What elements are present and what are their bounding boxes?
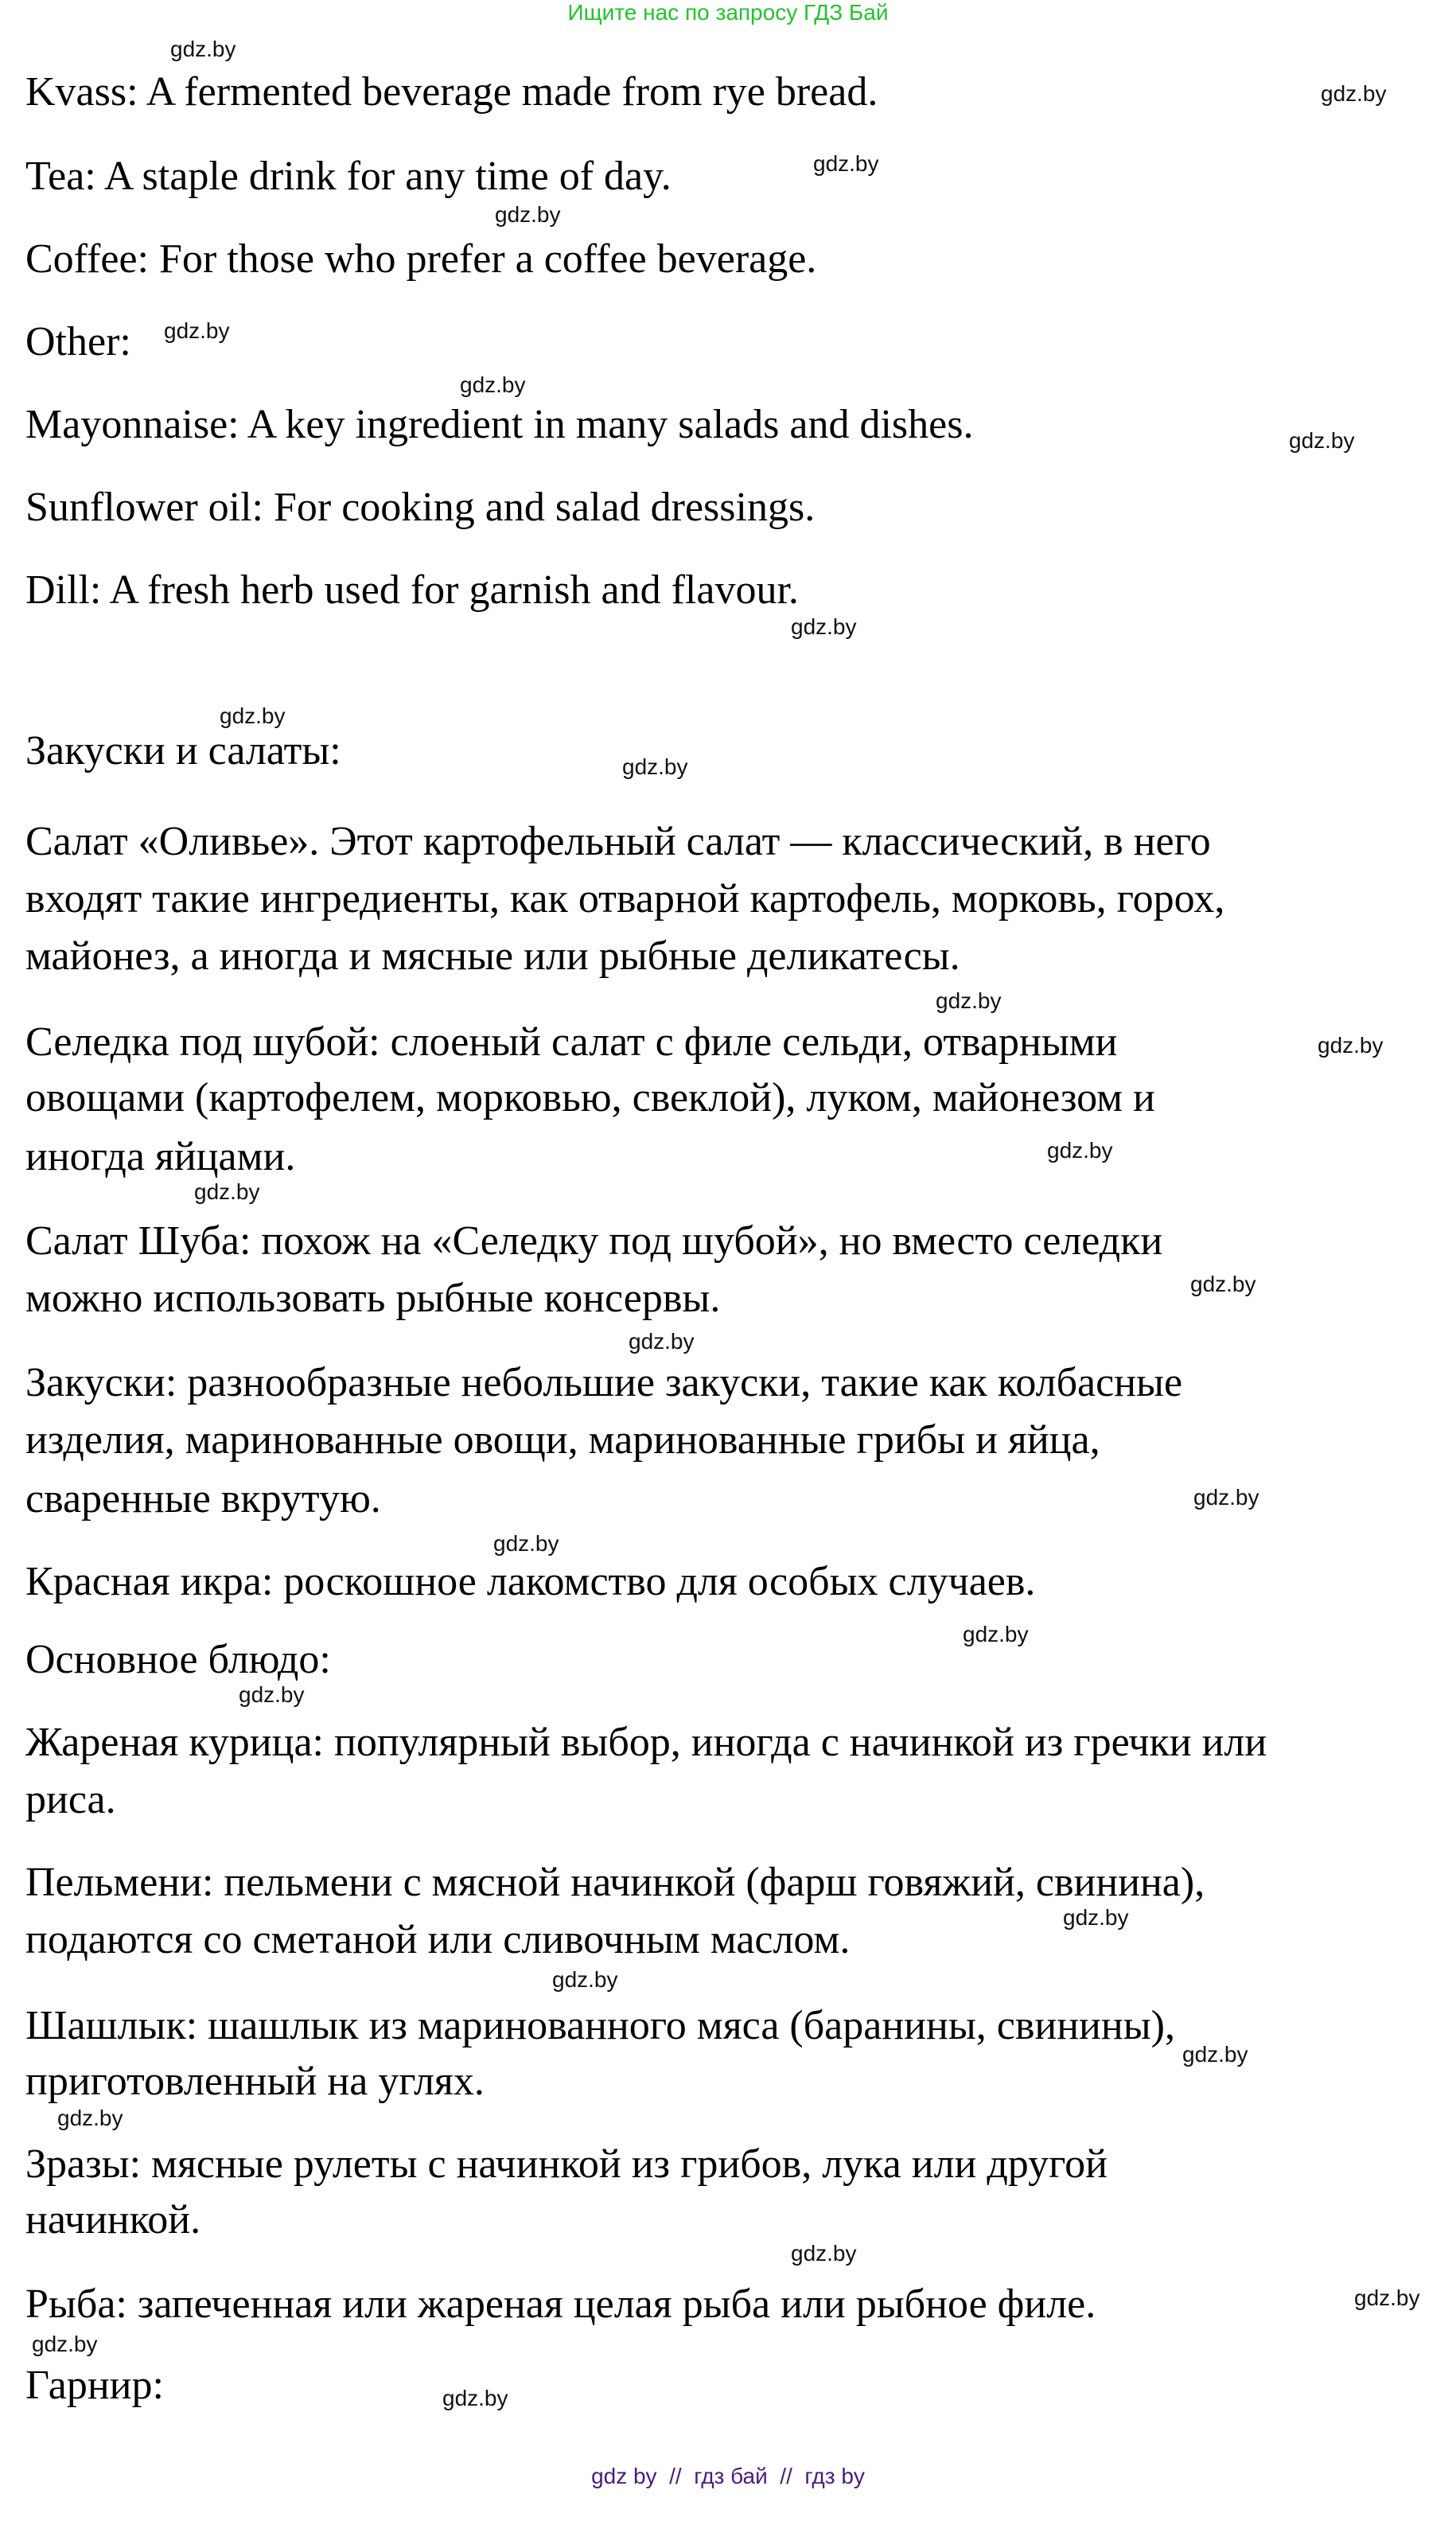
watermark: gdz.by	[1190, 1272, 1256, 1296]
search-banner: Ищите нас по запросу ГДЗ Бай	[567, 0, 889, 25]
other-heading: Other:	[25, 319, 131, 364]
other-dill: Dill: A fresh herb used for garnish and flavour.	[25, 567, 799, 613]
appetizer-snacks-line-3: сваренные вкрутую.	[25, 1476, 381, 1522]
drink-tea: Tea: A staple drink for any time of day.	[25, 154, 672, 199]
watermark: gdz.by	[1182, 2042, 1248, 2067]
watermark: gdz.by	[936, 988, 1002, 1013]
watermark: gdz.by	[552, 1967, 618, 1992]
watermark: gdz.by	[1354, 2285, 1420, 2310]
appetizer-shuba-line-1: Салат Шуба: похож на «Селедку под шубой», но вместо селедки	[25, 1218, 1163, 1264]
watermark: gdz.by	[963, 1622, 1029, 1646]
drink-coffee: Coffee: For those who prefer a coffee beverage.	[25, 236, 817, 282]
watermark: gdz.by	[164, 318, 230, 343]
garnish-heading: Гарнир:	[25, 2363, 164, 2408]
main-shashlik-line-2: приготовленный на углях.	[25, 2059, 485, 2104]
watermark: gdz.by	[1289, 428, 1355, 453]
watermark: gdz.by	[442, 2386, 508, 2410]
drink-kvass: Kvass: A fermented beverage made from rye bread.	[25, 69, 878, 115]
watermark: gdz.by	[813, 151, 879, 176]
main-chicken-line-2: риса.	[25, 1777, 116, 1822]
appetizer-snacks-line-2: изделия, маринованные овощи, маринованные грибы и яйца,	[25, 1417, 1100, 1463]
watermark: gdz.by	[170, 37, 236, 61]
main-pelmeni-line-1: Пельмени: пельмени с мясной начинкой (фарш говяжий, свинина),	[25, 1860, 1205, 1905]
appetizer-olivier-line-1: Салат «Оливье». Этот картофельный салат — классический, в него	[25, 819, 1211, 864]
watermark: gdz.by	[1193, 1485, 1259, 1510]
watermark: gdz.by	[194, 1179, 260, 1204]
watermark: gdz.by	[1318, 1033, 1384, 1058]
watermark: gdz.by	[57, 2106, 123, 2130]
watermark: gdz.by	[1321, 81, 1387, 106]
watermark: gdz.by	[622, 754, 688, 779]
appetizer-snacks-line-1: Закуски: разнообразные небольшие закуски, такие как колбасные	[25, 1360, 1183, 1405]
other-sunflower-oil: Sunflower oil: For cooking and salad dressings.	[25, 485, 816, 530]
footer-links: gdz by // гдз бай // гдз by	[591, 2464, 865, 2488]
watermark: gdz.by	[493, 1531, 559, 1556]
appetizer-olivier-line-2: входят такие ингредиенты, как отварной картофель, морковь, горох,	[25, 876, 1225, 922]
main-zrazy-line-1: Зразы: мясные рулеты с начинкой из грибов, лука или другой	[25, 2141, 1108, 2187]
main-fish: Рыба: запеченная или жареная целая рыба или рыбное филе.	[25, 2281, 1096, 2327]
watermark: gdz.by	[1063, 1905, 1129, 1930]
main-shashlik-line-1: Шашлык: шашлык из маринованного мяса (баранины, свинины),	[25, 2003, 1175, 2048]
appetizer-caviar: Красная икра: роскошное лакомство для особых случаев.	[25, 1559, 1036, 1604]
watermark: gdz.by	[220, 703, 286, 728]
main-chicken-line-1: Жареная курица: популярный выбор, иногда с начинкой из гречки или	[25, 1720, 1267, 1765]
watermark: gdz.by	[460, 372, 526, 397]
appetizer-olivier-line-3: майонез, а иногда и мясные или рыбные деликатесы.	[25, 933, 960, 979]
main-zrazy-line-2: начинкой.	[25, 2197, 201, 2242]
appetizers-heading: Закуски и салаты:	[25, 728, 341, 773]
watermark: gdz.by	[239, 1682, 305, 1707]
appetizer-herring-line-3: иногда яйцами.	[25, 1134, 296, 1179]
watermark: gdz.by	[791, 614, 857, 639]
watermark: gdz.by	[791, 2241, 857, 2266]
main-course-heading: Основное блюдо:	[25, 1637, 331, 1682]
watermark: gdz.by	[1047, 1138, 1113, 1163]
appetizer-herring-line-1: Селедка под шубой: слоеный салат с филе сельди, отварными	[25, 1019, 1118, 1065]
other-mayonnaise: Mayonnaise: A key ingredient in many salads and dishes.	[25, 402, 974, 447]
main-pelmeni-line-2: подаются со сметаной или сливочным маслом.	[25, 1917, 851, 1962]
appetizer-shuba-line-2: можно использовать рыбные консервы.	[25, 1276, 721, 1321]
appetizer-herring-line-2: овощами (картофелем, морковью, свеклой), луком, майонезом и	[25, 1075, 1155, 1120]
watermark: gdz.by	[32, 2332, 98, 2356]
watermark: gdz.by	[495, 202, 561, 227]
watermark: gdz.by	[629, 1329, 695, 1354]
